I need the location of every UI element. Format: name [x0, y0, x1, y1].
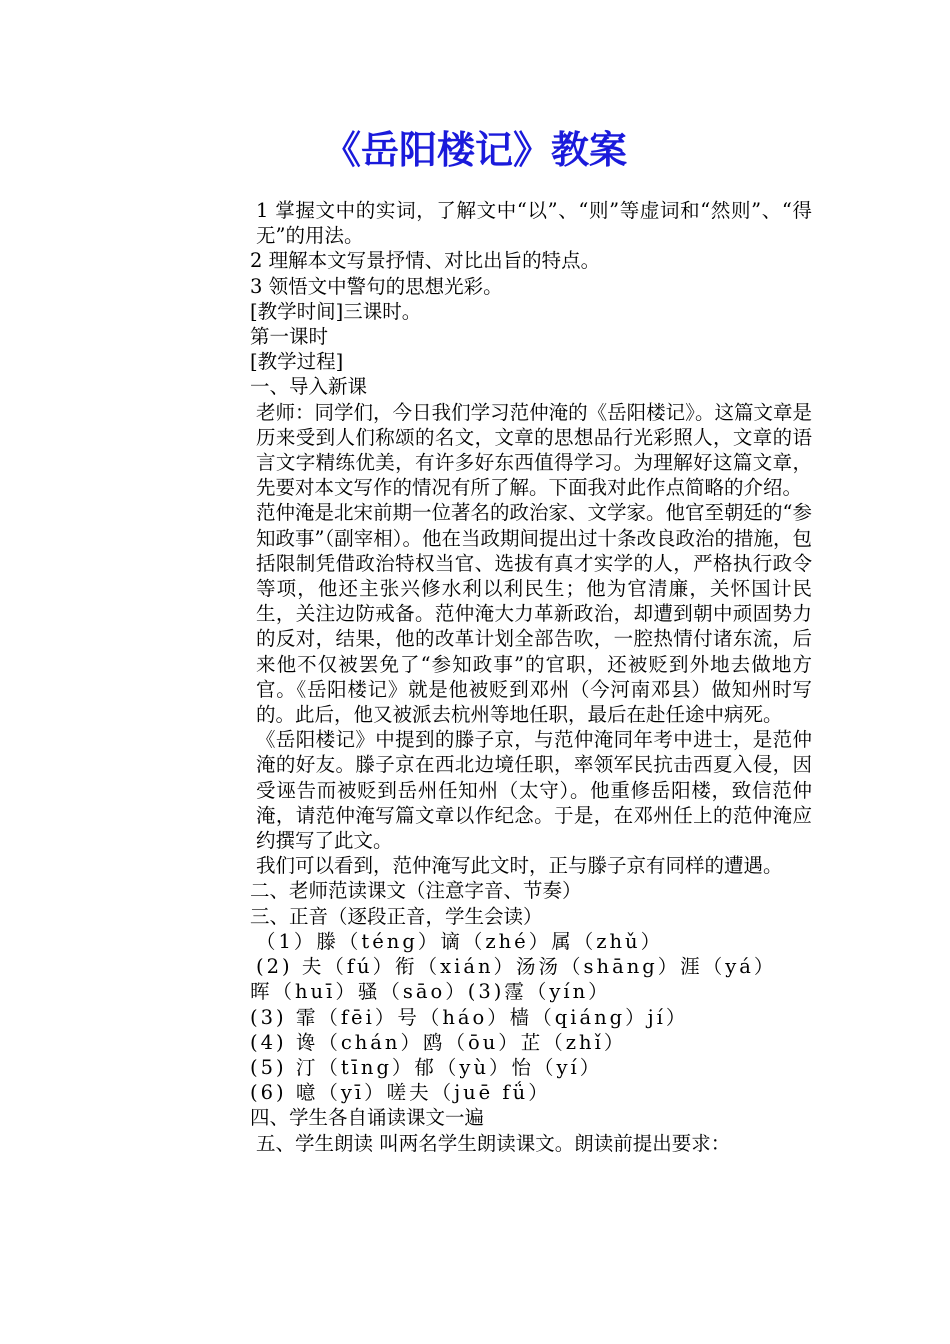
- document-body: [146, 198, 812, 1156]
- document-title: 《岳阳楼记》教案: [322, 127, 627, 172]
- paragraph: (2) 夫（fú）衔（xián）汤汤（shāng）涯（yá）: [256, 955, 777, 979]
- paragraph: (5) 汀（tīng）郁（yù）怡（yí）: [250, 1055, 603, 1079]
- paragraph: 3 领悟文中警句的思想光彩。: [250, 274, 503, 298]
- paragraph: 2 理解本文写景抒情、对比出旨的特点。: [250, 249, 601, 273]
- paragraph: 老师：同学们，今日我们学习范仲淹的《岳阳楼记》。这篇文章是历来受到人们称颂的名文，文章的思想品行光彩照人，文章的语言文字精练优美，有许多好东西值得学习。为理解好这篇文章，先要对本文写作的情况有所了解。下面我对此作点简略的介绍。: [256, 400, 812, 500]
- paragraph: 五、学生朗读 叫两名学生朗读课文。朗读前提出要求：: [256, 1131, 731, 1155]
- paragraph: (4) 谗（chán）鸥（ōu）芷（zhǐ）: [250, 1030, 627, 1054]
- paragraph: 1 掌握文中的实词，了解文中“以”、“则”等虚词和“然则”、“得无”的用法。: [256, 199, 812, 248]
- paragraph: (6) 噫（yī）嗟夫（juē fǘ）: [250, 1081, 551, 1105]
- paragraph: 三、正音（逐段正音，学生会读）: [250, 904, 543, 928]
- paragraph: 范仲淹是北宋前期一位著名的政治家、文学家。他官至朝廷的“参知政事”（副宰相）。他在当政期间提出过十条改良政治的措施，包括限制凭借政治特权当官、选拔有真才实学的人，严格执行政令等项，他还主张兴修水利以利民生；他为官清廉，关怀国计民生，关注边防戒备。范仲淹大力革新政治，却遭到朝中顽固势力的反对，结果，他的改革计划全部告吹，一腔热情付诸东流，后来他不仅被罢免了“参知政事”的官职，还被贬到外地去做地方官。《岳阳楼记》就是他被贬到邓州（今河南邓县）做知州时写的。此后，他又被派去杭州等地任职，最后在赴任途中病死。: [256, 501, 812, 727]
- paragraph: 《岳阳楼记》中提到的滕子京，与范仲淹同年考中进士，是范仲淹的好友。滕子京在西北边境任职，率领军民抗击西夏入侵，因受诬告而被贬到岳州任知州（太守）。他重修岳阳楼，致信范仲淹，请范仲淹写篇文章以作纪念。于是，在邓州任上的范仲淹应约撰写了此文。: [256, 728, 812, 853]
- paragraph: [教学时间]三课时。: [250, 299, 422, 323]
- paragraph: (3) 霏（fēi）号（háo）樯（qiáng）jí）: [250, 1005, 689, 1029]
- paragraph: 第一课时: [250, 325, 329, 349]
- paragraph: （1）滕（téng）谪（zhé）属（zhǔ）: [256, 929, 664, 953]
- paragraph: 二、老师范读课文（注意字音、节奏）: [250, 879, 582, 903]
- paragraph: 晖（huī）骚（sāo）(3)霪（yín）: [250, 980, 611, 1004]
- paragraph: [教学过程]: [250, 350, 344, 374]
- paragraph: 我们可以看到，范仲淹写此文时，正与滕子京有同样的遭遇。: [256, 854, 783, 878]
- paragraph: 四、学生各自诵读课文一遍: [250, 1106, 485, 1130]
- paragraph: 一、导入新课: [250, 375, 368, 399]
